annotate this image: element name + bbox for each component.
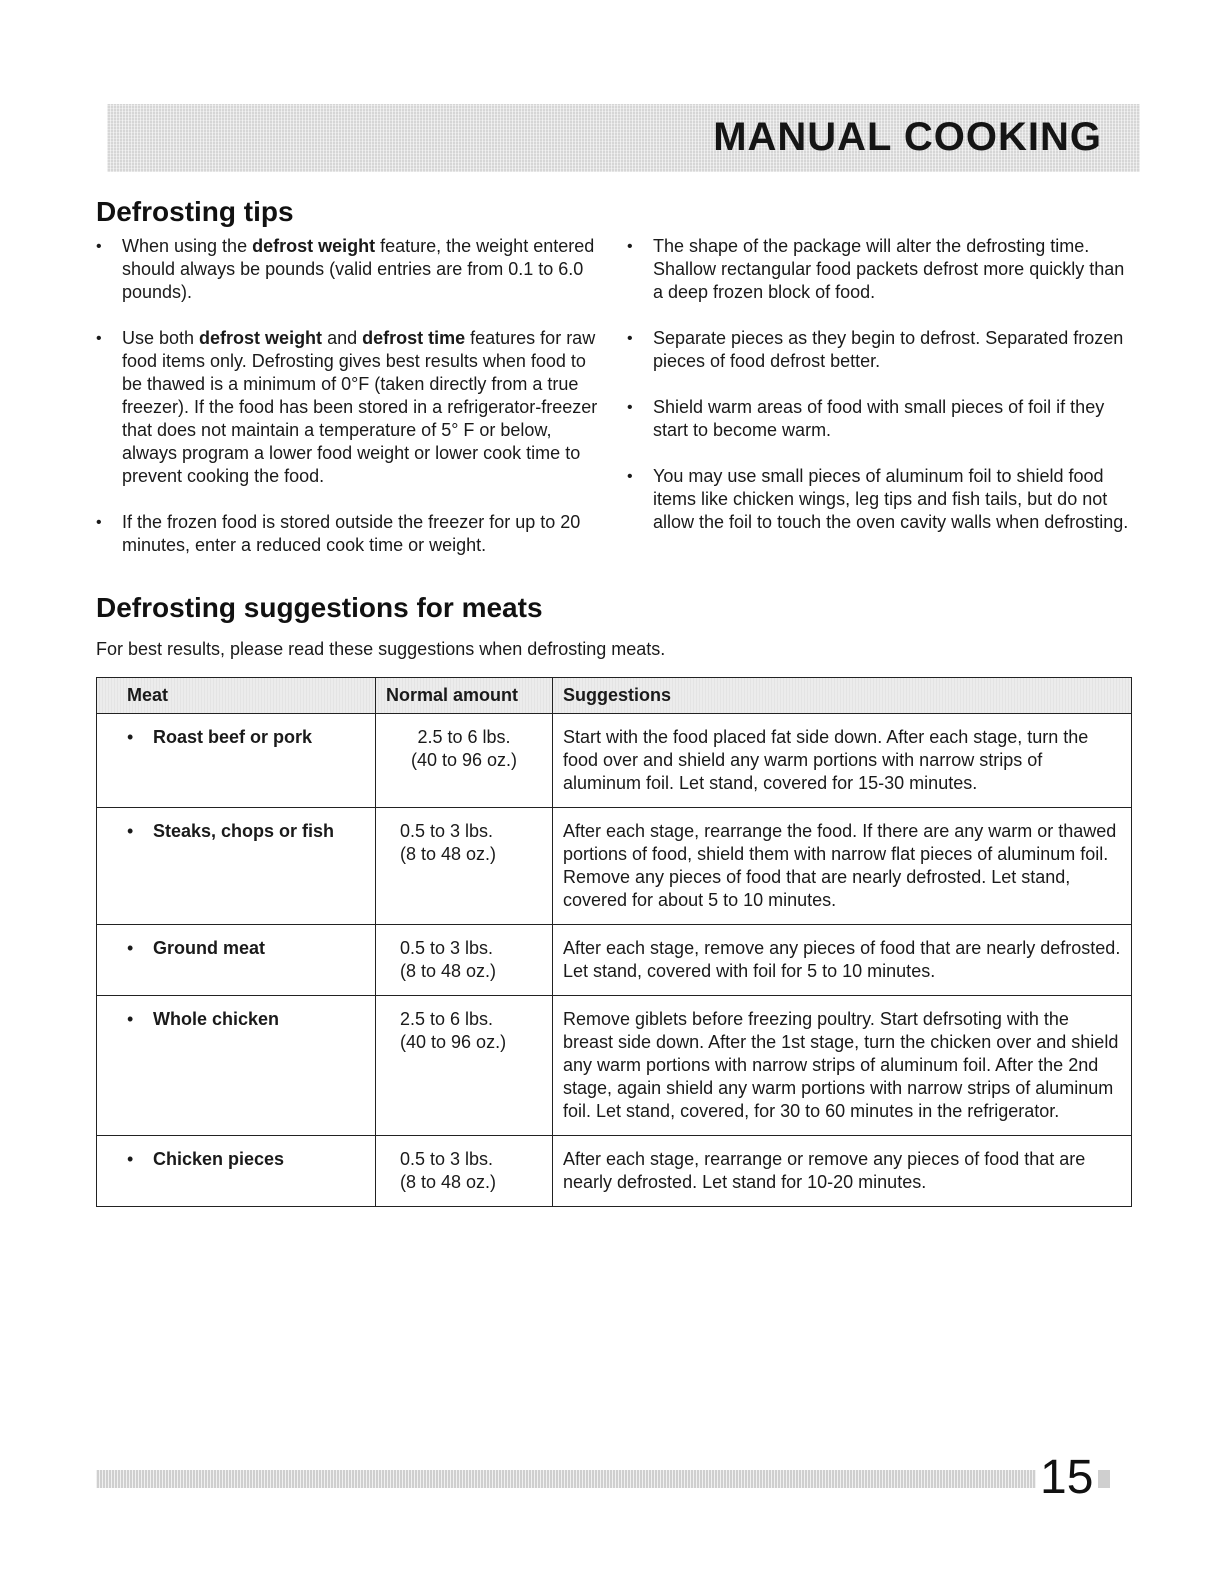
amount-oz: (8 to 48 oz.): [400, 1172, 497, 1192]
tip-text-run: feature, the weight entered should always be pounds (valid entries are from 0.1 to 6.0 pounds).: [122, 236, 595, 302]
meat-name: Ground meat: [153, 938, 266, 958]
table-row: [97, 714, 1132, 808]
amount-cell: [376, 714, 553, 808]
meat-cell: • Whole chicken: [97, 996, 376, 1136]
amount-lbs: 2.5 to 6 lbs.: [417, 727, 511, 747]
tips-list-right: [627, 235, 1137, 557]
meat-cell: • Roast beef or pork: [97, 714, 376, 808]
tip-text-run: Shield warm areas of food with small pieces of foil if they start to become warm.: [653, 397, 1105, 440]
section-banner: [107, 104, 1140, 172]
tip-item: [627, 396, 1137, 442]
meat-name: Roast beef or pork: [153, 727, 313, 747]
meat-name: Whole chicken: [153, 1009, 280, 1029]
page-footer-bar: [96, 1470, 1036, 1488]
amount-lbs: 2.5 to 6 lbs.: [400, 1009, 494, 1029]
tips-list-left: [96, 235, 606, 580]
table-row: [97, 1136, 1132, 1207]
amount-cell: [376, 1136, 553, 1207]
tip-text-run: You may use small pieces of aluminum foil to shield food items like chicken wings, leg tips and fish tails, but do not allow the foil to touch the oven cavity walls when defrosting.: [653, 466, 1129, 532]
meat-cell: • Ground meat: [97, 925, 376, 996]
tip-text-run: If the frozen food is stored outside the freezer for up to 20 minutes, enter a reduced cook time or weight.: [122, 512, 581, 555]
tip-text-run: features for raw food items only. Defrosting gives best results when food to be thawed is a minimum of 0°F (taken directly from a true freezer). If the food has been stored in a refrigerator-freezer that does not maintain a temperature of 5° F or below, always program a lower food weight or lower cook time to prevent cooking the food.: [122, 328, 598, 486]
suggestion-cell: Remove giblets before freezing poultry. Start defrsoting with the breast side down. After the 1st stage, turn the chicken over and shield any warm portions with narrow strips of aluminum foil. After the 2nd stage, again shield any warm portions with narrow strips of aluminum foil. Let stand, covered, for 30 to 60 minutes in the refrigerator.: [553, 996, 1132, 1136]
section-title: MANUAL COOKING: [713, 115, 1102, 159]
meat-cell: • Steaks, chops or fish: [97, 808, 376, 925]
tip-item: [627, 327, 1137, 373]
defrosting-tips-heading: Defrosting tips: [96, 196, 294, 227]
amount-lbs: 0.5 to 3 lbs.: [400, 1149, 494, 1169]
meat-cell: • Chicken pieces: [97, 1136, 376, 1207]
tip-text-run: and: [322, 328, 363, 348]
table-row: [97, 996, 1132, 1136]
tip-item: [96, 327, 606, 488]
tip-text-run: When using the: [122, 236, 253, 256]
amount-lbs: 0.5 to 3 lbs.: [400, 821, 494, 841]
column-header-suggestions: Suggestions: [553, 678, 1132, 714]
tip-item: [627, 465, 1137, 534]
amount-cell: [376, 996, 553, 1136]
amount-oz: (40 to 96 oz.): [410, 750, 518, 770]
page-number: 15: [1040, 1451, 1094, 1504]
meat-suggestions-heading: Defrosting suggestions for meats: [96, 592, 543, 623]
table-row: [97, 808, 1132, 925]
tip-item: [627, 235, 1137, 304]
amount-oz: (8 to 48 oz.): [400, 961, 497, 981]
tip-text-run: Use both: [122, 328, 200, 348]
tip-emphasis: defrost weight: [252, 236, 376, 256]
tip-text-run: Separate pieces as they begin to defrost. Separated frozen pieces of food defrost better.: [653, 328, 1124, 371]
defrost-meats-table: [96, 677, 1132, 1207]
table-row: [97, 925, 1132, 996]
amount-oz: (8 to 48 oz.): [400, 844, 497, 864]
meat-name: Chicken pieces: [153, 1149, 285, 1169]
tip-item: [96, 235, 606, 304]
meat-suggestions-intro: For best results, please read these suggestions when defrosting meats.: [96, 639, 666, 659]
tip-emphasis: defrost time: [362, 328, 466, 348]
suggestion-cell: After each stage, remove any pieces of food that are nearly defrosted. Let stand, covered with foil for 5 to 10 minutes.: [553, 925, 1132, 996]
tip-emphasis: defrost weight: [199, 328, 323, 348]
suggestion-cell: Start with the food placed fat side down. After each stage, turn the food over and shield any warm portions with narrow strips of aluminum foil. Let stand, covered for 15-30 minutes.: [553, 714, 1132, 808]
meat-name: Steaks, chops or fish: [153, 821, 335, 841]
amount-cell: [376, 808, 553, 925]
amount-cell: [376, 925, 553, 996]
table-header-row: [97, 678, 1132, 714]
suggestion-cell: After each stage, rearrange the food. If there are any warm or thawed portions of food, shield them with narrow flat pieces of aluminum foil. Remove any pieces of food that are nearly defrosted. Let stand, covered for about 5 to 10 minutes.: [553, 808, 1132, 925]
page-footer-bar-tail: [1098, 1470, 1110, 1488]
tip-text-run: The shape of the package will alter the defrosting time. Shallow rectangular food packets defrost more quickly than a deep frozen block of food.: [653, 236, 1125, 302]
tip-item: [96, 511, 606, 557]
column-header-amount: Normal amount: [376, 678, 553, 714]
amount-lbs: 0.5 to 3 lbs.: [400, 938, 494, 958]
column-header-meat: Meat: [97, 678, 376, 714]
amount-oz: (40 to 96 oz.): [400, 1032, 507, 1052]
suggestion-cell: After each stage, rearrange or remove any pieces of food that are nearly defrosted. Let stand for 10-20 minutes.: [553, 1136, 1132, 1207]
